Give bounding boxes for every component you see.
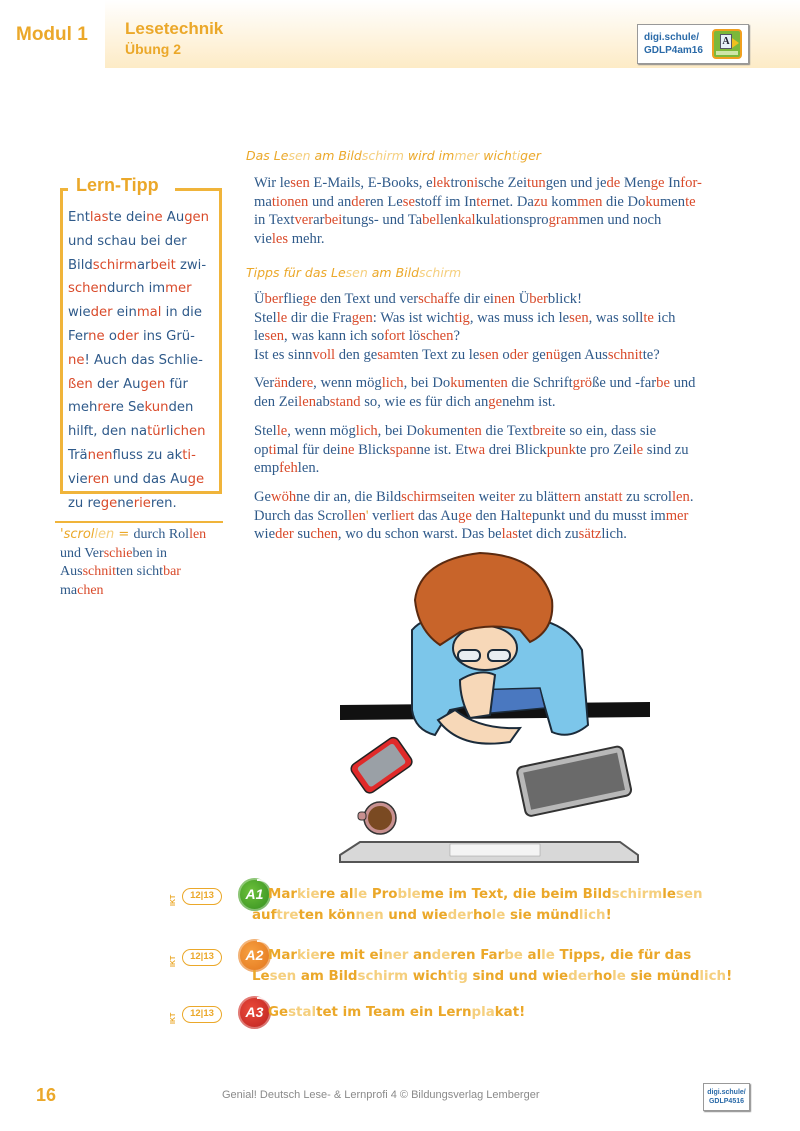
topic-title [125, 18, 223, 60]
topic-name: Lesetechnik [125, 19, 224, 38]
person-at-desk-icon [320, 550, 660, 870]
digi-schule-footer-link[interactable]: digi.schule/ GDLP4516 [703, 1083, 750, 1111]
paragraph-intro: Wir lesen E-Mails, E-Books, elektronische Zeitungen und jede Menge Infor- mationen und anderen Lesestoff im Internet. Dazu kommen die Dokumente in Textverarbeitungs- und Tabellenkalkulationsprogrammen und noch vieles mehr. [254, 175, 702, 247]
digi-link-text: digi.schule/ GDLP4am16 [644, 32, 703, 56]
footnote-scrollen [60, 526, 230, 600]
footnote-term: 'scrollen = [60, 527, 134, 542]
task-number-badge-a3: A3 [238, 996, 271, 1029]
ikt-badge: IKT 12|13 [170, 888, 226, 908]
digi-schule-link[interactable] [637, 24, 749, 64]
arrow-icon [732, 38, 739, 48]
page-number: 16 [36, 1085, 57, 1105]
reading-at-screen-illustration [320, 550, 660, 870]
paragraph-tip-4: Gewöhne dir an, die Bildschirmseiten weiter zu blättern anstatt zu scrollen. Durch das Scrollen' verliert das Auge den Haltepunkt und du musst immer wieder suchen, wo du schon warst. Das belastet dich zusätzlich. [254, 489, 694, 543]
app-logo-icon [712, 29, 742, 59]
task-instruction: Gestaltet im Team ein Lernplakat! [268, 1005, 526, 1020]
task-a1 [170, 884, 770, 928]
ikt-badge: IKT 12|13 [170, 949, 226, 969]
footnote-divider [55, 521, 223, 523]
task-a2 [170, 945, 770, 989]
paragraph-tip-1: Überfliege den Text und verschaffe dir einen Überblick! Stelle dir die Fragen: Was ist wichtig, was muss ich lesen, was sollte ich lesen, was kann ich sofort löschen? Ist es sinnvoll den gesamten Text zu lesen oder genügen Ausschnitte? [254, 291, 676, 363]
task-instruction: Markiere alle Probleme im Text, die beim Bildschirmlesen auftreten können und wiederhole sie mündlich! [252, 887, 703, 923]
module-label: Modul 1 [16, 24, 88, 45]
task-a3 [170, 1002, 770, 1046]
paragraph-tip-3: Stelle, wenn möglich, bei Dokumenten die Textbreite so ein, dass sie optimal für deine Blickspanne ist. Etwa drei Blickpunkte pro Zeile sind zu empfehlen. [254, 423, 689, 477]
task-number-badge-a2: A2 [238, 939, 271, 972]
section-heading-2: Tipps für das Lesen am Bildschirm [246, 265, 462, 280]
ikt-badge: IKT 12|13 [170, 1006, 226, 1026]
page-header [0, 0, 800, 68]
exercise-label: Übung 2 [125, 41, 181, 57]
copyright-notice: Genial! Deutsch Lese- & Lernprofi 4 © Bildungsverlag Lemberger [222, 1089, 540, 1101]
paragraph-tip-2: Verändere, wenn möglich, bei Dokumenten die Schriftgröße und -farbe und den Zeilenabstand so, wie es für dich angenehm ist. [254, 375, 696, 410]
section-heading-1: Das Lesen am Bildschirm wird immer wichtiger [246, 148, 541, 163]
lern-tipp-title: Lern-Tipp [76, 175, 159, 195]
lern-tipp-text: Entlaste deine Augen und schau bei der Bildschirmarbeit zwi- schendurch immer wieder einmal in die Ferne oder ins Grü- ne! Auch das Schlie- ßen der Augen für mehrere Sekunden hilft, den natürlichen Tränenfluss zu akti- vieren und das Auge zu regenerieren. [68, 210, 210, 511]
footnote-definition: durch Rollen und Verschieben in Ausschnitten sichtbar machen [60, 527, 207, 598]
task-instruction: Markiere mit einer anderen Farbe alle Tipps, die für das Lesen am Bildschirm wichtig sind und wiederhole sie mündlich! [252, 948, 733, 984]
letter-card-icon: A [720, 34, 732, 49]
task-number-badge-a1: A1 [238, 878, 271, 911]
